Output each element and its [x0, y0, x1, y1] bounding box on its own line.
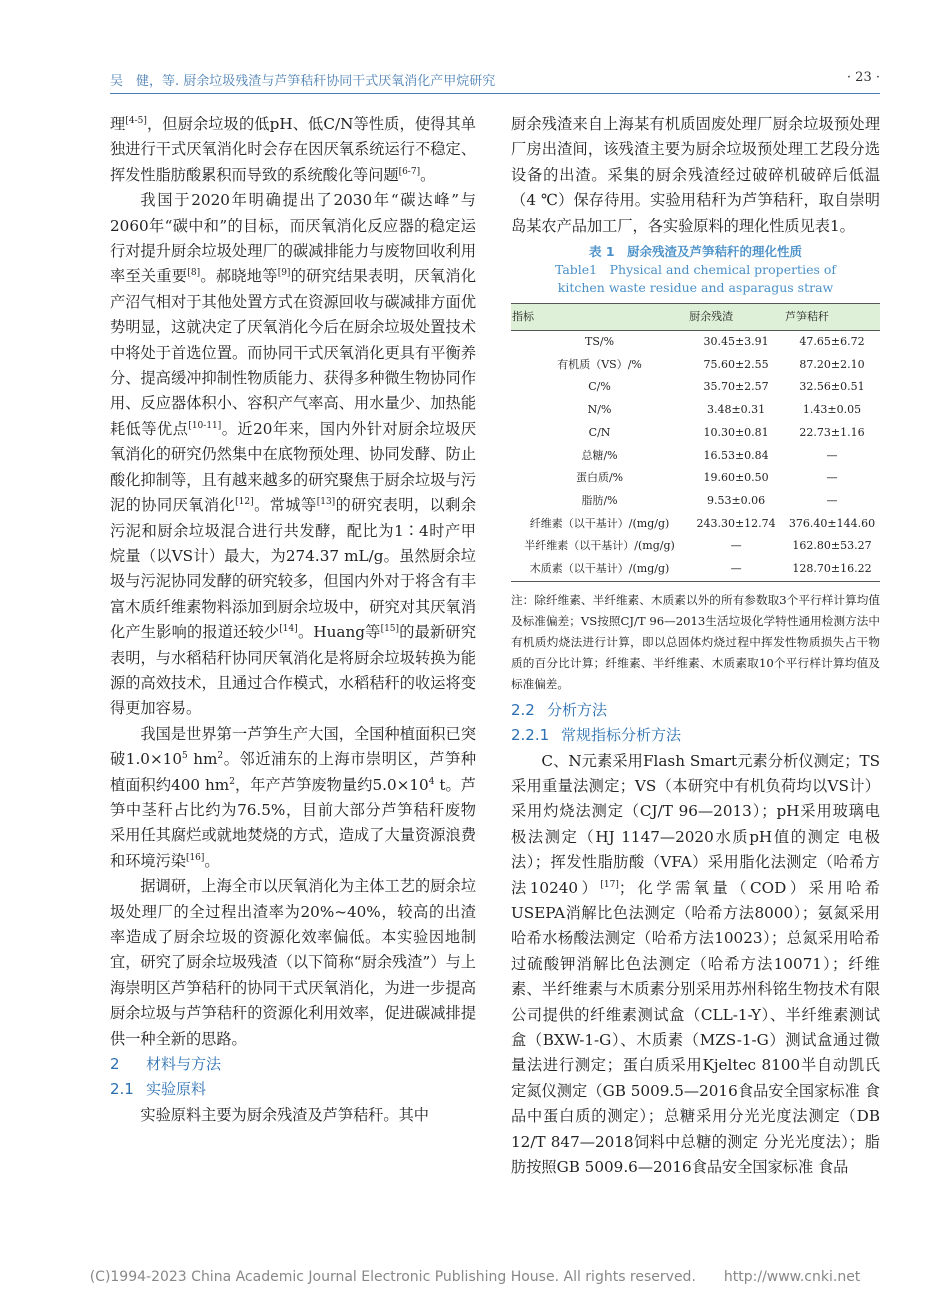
- table-row: [511, 376, 880, 399]
- table-cell: C/%: [588, 380, 611, 394]
- table-cell: 22.73±1.16: [799, 425, 865, 439]
- copyright-footer: (C)1994-2023 China Academic Journal Electronic Publishing House. All rights reserved. http://www.cnki.net: [89, 1269, 861, 1285]
- table-row: [511, 490, 880, 513]
- table-cell: 87.20±2.10: [799, 357, 865, 371]
- header-rule: [110, 93, 880, 94]
- paragraph: 我国是世界第一芦笋生产大国，全国种植面积已突破$1.0\times 10^5$ $hm^2$。邻近浦东的上海市崇明区，芦笋种植面积约400 $hm^2$，年产芦笋废物量约$5.0\times 10^4$ t。芦笋中茎秆占比约为76.5%，目前大部分芦笋秸秆废物采用任其腐烂或就地焚烧的方式，造成了大量资源浪费和环境污染[16]。: [110, 724, 476, 870]
- subsection-heading: 2.2 分析方法: [511, 700, 608, 719]
- citation: [13]: [316, 497, 336, 508]
- table-cell: C/N: [588, 425, 611, 439]
- table-cell: TS/%: [585, 335, 615, 349]
- table-row: [511, 558, 880, 581]
- table-header: 指标: [511, 304, 688, 331]
- table-caption: 表 1 厨余残渣及芦笋秸秆的理化性质 Table1 Physical and chemical properties of kitchen waste residue and asparagus straw: [554, 244, 837, 296]
- citation: [17]: [600, 879, 619, 890]
- paragraph: 厨余残渣来自上海某有机质固废处理厂厨余垃圾预处理厂房出渣间，该残渣主要为厨余垃圾预处理工艺段分选设备的出渣。采集的厨余残渣经过破碎机破碎后低温（4 ℃）保存待用。实验用秸秆为芦笋秸秆，取自崇明岛某农产品加工厂，各实验原料的理化性质见表1。: [511, 115, 880, 235]
- table-row: [511, 399, 880, 422]
- table-cell: 243.30±12.74: [696, 516, 776, 530]
- table-cell: 纤维素（以干基计）/(mg/g): [529, 516, 670, 530]
- table-cell: —: [826, 493, 838, 507]
- properties-table: [511, 303, 880, 582]
- table-row: [511, 354, 880, 377]
- table-cell: —: [826, 448, 838, 462]
- table-cell: 376.40±144.60: [788, 516, 876, 530]
- subsection-heading: 2.1 实验原料: [110, 1080, 207, 1099]
- citation: [12]: [235, 497, 254, 508]
- citation: [9]: [277, 268, 291, 279]
- paragraph: C、N元素采用Flash Smart元素分析仪测定；TS采用重量法测定；VS（本研究中有机负荷均以VS计）采用灼烧法测定（CJ/T 96—2013）；pH采用玻璃电极法测定（HJ 1147—2020水质pH值的测定 电极法）；挥发性脂肪酸（VFA）采用脂化法测定（哈希方法10240）[17]；化学需氧量（COD）采用哈希USEPA消解比色法测定（哈希方法8000）；氨氮采用哈希水杨酸法测定（哈希方法10023）；总氮采用哈希过硫酸钾消解比色法测定（哈希方法10071）；纤维素、半纤维素与木质素分别采用苏州科铭生物技术有限公司提供的纤维素测试盒（CLL-1-Y）、半纤维素测试盒（BXW-1-G）、木质素（MZS-1-G）测试盒通过微量法进行测定；蛋白质采用Kjeltec 8100半自动凯氏定氮仪测定（GB 5009.5—2016食品安全国家标准 食品中蛋白质的测定）；总糖采用分光光度法测定（DB 12/T 847—2018饲料中总糖的测定 分光光度法）；脂肪按照GB 5009.6—2016食品安全国家标准 食品: [511, 751, 880, 1177]
- citation: [6-7]: [398, 166, 421, 177]
- table-header: 芦笋秸秆: [784, 304, 880, 331]
- table-cell: N/%: [587, 403, 612, 417]
- left-column: [110, 112, 476, 1128]
- citation: [16]: [185, 852, 205, 863]
- citation: [4-5]: [125, 115, 147, 126]
- table-header: 厨余残渣: [688, 304, 784, 331]
- section-heading: 2 材料与方法: [110, 1055, 222, 1074]
- right-column: [511, 112, 880, 1180]
- running-header: [110, 68, 880, 92]
- citation: [15]: [380, 624, 400, 635]
- table-cell: 木质素（以干基计）/(mg/g): [511, 558, 688, 581]
- table-row: [511, 445, 880, 468]
- table-cell: 总糖/%: [581, 448, 618, 462]
- table-cell: 16.53±0.84: [703, 448, 769, 462]
- table-cell: 75.60±2.55: [703, 357, 769, 371]
- table-cell: 128.70±16.22: [784, 558, 880, 581]
- table-cell: 3.48±0.31: [706, 403, 766, 417]
- citation: [8]: [187, 268, 201, 279]
- subsubsection-heading: 2.2.1 常规指标分析方法: [511, 726, 682, 745]
- table-cell: 32.56±0.51: [799, 380, 865, 394]
- table-cell: 9.53±0.06: [706, 493, 766, 507]
- table-cell: —: [688, 558, 784, 581]
- table-row: [511, 331, 880, 354]
- paragraph: 理[4-5]，但厨余垃圾的低pH、低C/N等性质，使得其单独进行干式厌氧消化时会存在因厌氧系统运行不稳定、挥发性脂肪酸累积而导致的系统酸化等问题[6-7]。: [110, 115, 476, 184]
- table-cell: 47.65±6.72: [799, 335, 865, 349]
- table-cell: 半纤维素（以干基计）/(mg/g): [524, 539, 675, 553]
- table-cell: 19.60±0.50: [703, 471, 769, 485]
- table-cell: 脂肪/%: [581, 493, 618, 507]
- table-cell: 10.30±0.81: [703, 425, 769, 439]
- table-row: [511, 535, 880, 558]
- table-cell: 35.70±2.57: [703, 380, 769, 394]
- paragraph: 据调研，上海全市以厌氧消化为主体工艺的厨余垃圾处理厂的全过程出渣率为20%~40%，较高的出渣率造成了厨余垃圾的资源化效率偏低。本实验因地制宜，研究了厨余垃圾残渣（以下简称“厨余残渣”）与上海崇明区芦笋秸秆的协同干式厌氧消化，为进一步提高厨余垃圾与芦笋秸秆的资源化利用效率，促进碳减排提供一种全新的思路。: [110, 877, 476, 1048]
- table-cell: 1.43±0.05: [802, 403, 862, 417]
- citation: [10-11]: [188, 420, 222, 431]
- page-number: · 23 ·: [846, 70, 880, 85]
- table-row: [511, 467, 880, 490]
- citation: [14]: [279, 624, 298, 635]
- table-row: [511, 422, 880, 445]
- running-title: 吴 健，等. 厨余垃圾残渣与芦笋秸秆协同干式厌氧消化产甲烷研究: [110, 74, 496, 89]
- paragraph: 实验原料主要为厨余残渣及芦笋秸秆。其中: [140, 1105, 429, 1124]
- table-cell: 30.45±3.91: [703, 335, 769, 349]
- table-cell: —: [826, 471, 838, 485]
- table-cell: —: [730, 539, 742, 553]
- paragraph: 我国于2020年明确提出了2030年“碳达峰”与2060年“碳中和”的目标，而厌氧消化反应器的稳定运行对提升厨余垃圾处理厂的碳减排能力与废物回收利用率至关重要[8]。郝晓地等[9]的研究结果表明，厌氧消化产沼气相对于其他处置方式在资源回收与碳减排方面优势明显，这就决定了厌氧消化今后在厨余垃圾处置技术中将处于首选位置。而协同干式厌氧消化更具有平衡养分、提高缓冲抑制性物质能力、获得多种微生物协同作用、反应器体积小、容积产气率高、用水量少、加热能耗低等优点[10-11]。近20年来，国内外针对厨余垃圾厌氧消化的研究仍然集中在底物预处理、协同发酵、防止酸化抑制等，且有越来越多的研究聚焦于厨余垃圾与污泥的协同厌氧消化[12]。常城等[13]的研究表明，以剩余污泥和厨余垃圾混合进行共发酵，配比为1∶4时产甲烷量（以VS计）最大，为274.37 mL/g。虽然厨余垃圾与污泥协同发酵的研究较多，但国内外对于将含有丰富木质纤维素物料添加到厨余垃圾中，研究对其厌氧消化产生影响的报道还较少[14]。Huang等[15]的最新研究表明，与水稻秸秆协同厌氧消化是将厨余垃圾转换为能源的高效技术，且通过合作模式，水稻秸秆的收运将变得更加容易。: [110, 191, 477, 718]
- table-row: [511, 513, 880, 536]
- table-cell: 162.80±53.27: [792, 539, 872, 553]
- table-cell: 有机质（VS）/%: [557, 357, 642, 371]
- table-cell: 蛋白质/%: [575, 471, 624, 485]
- table-note: 注：除纤维素、半纤维素、木质素以外的所有参数取3个平行样计算均值及标准偏差；VS按照CJ/T 96—2013生活垃圾化学特性通用检测方法中有机质灼烧法进行计算，即以总固体灼烧过程中挥发性物质损失占干物质的百分比计算；纤维素、半纤维素、木质素取10个平行样计算均值及标准偏差。: [511, 592, 880, 691]
